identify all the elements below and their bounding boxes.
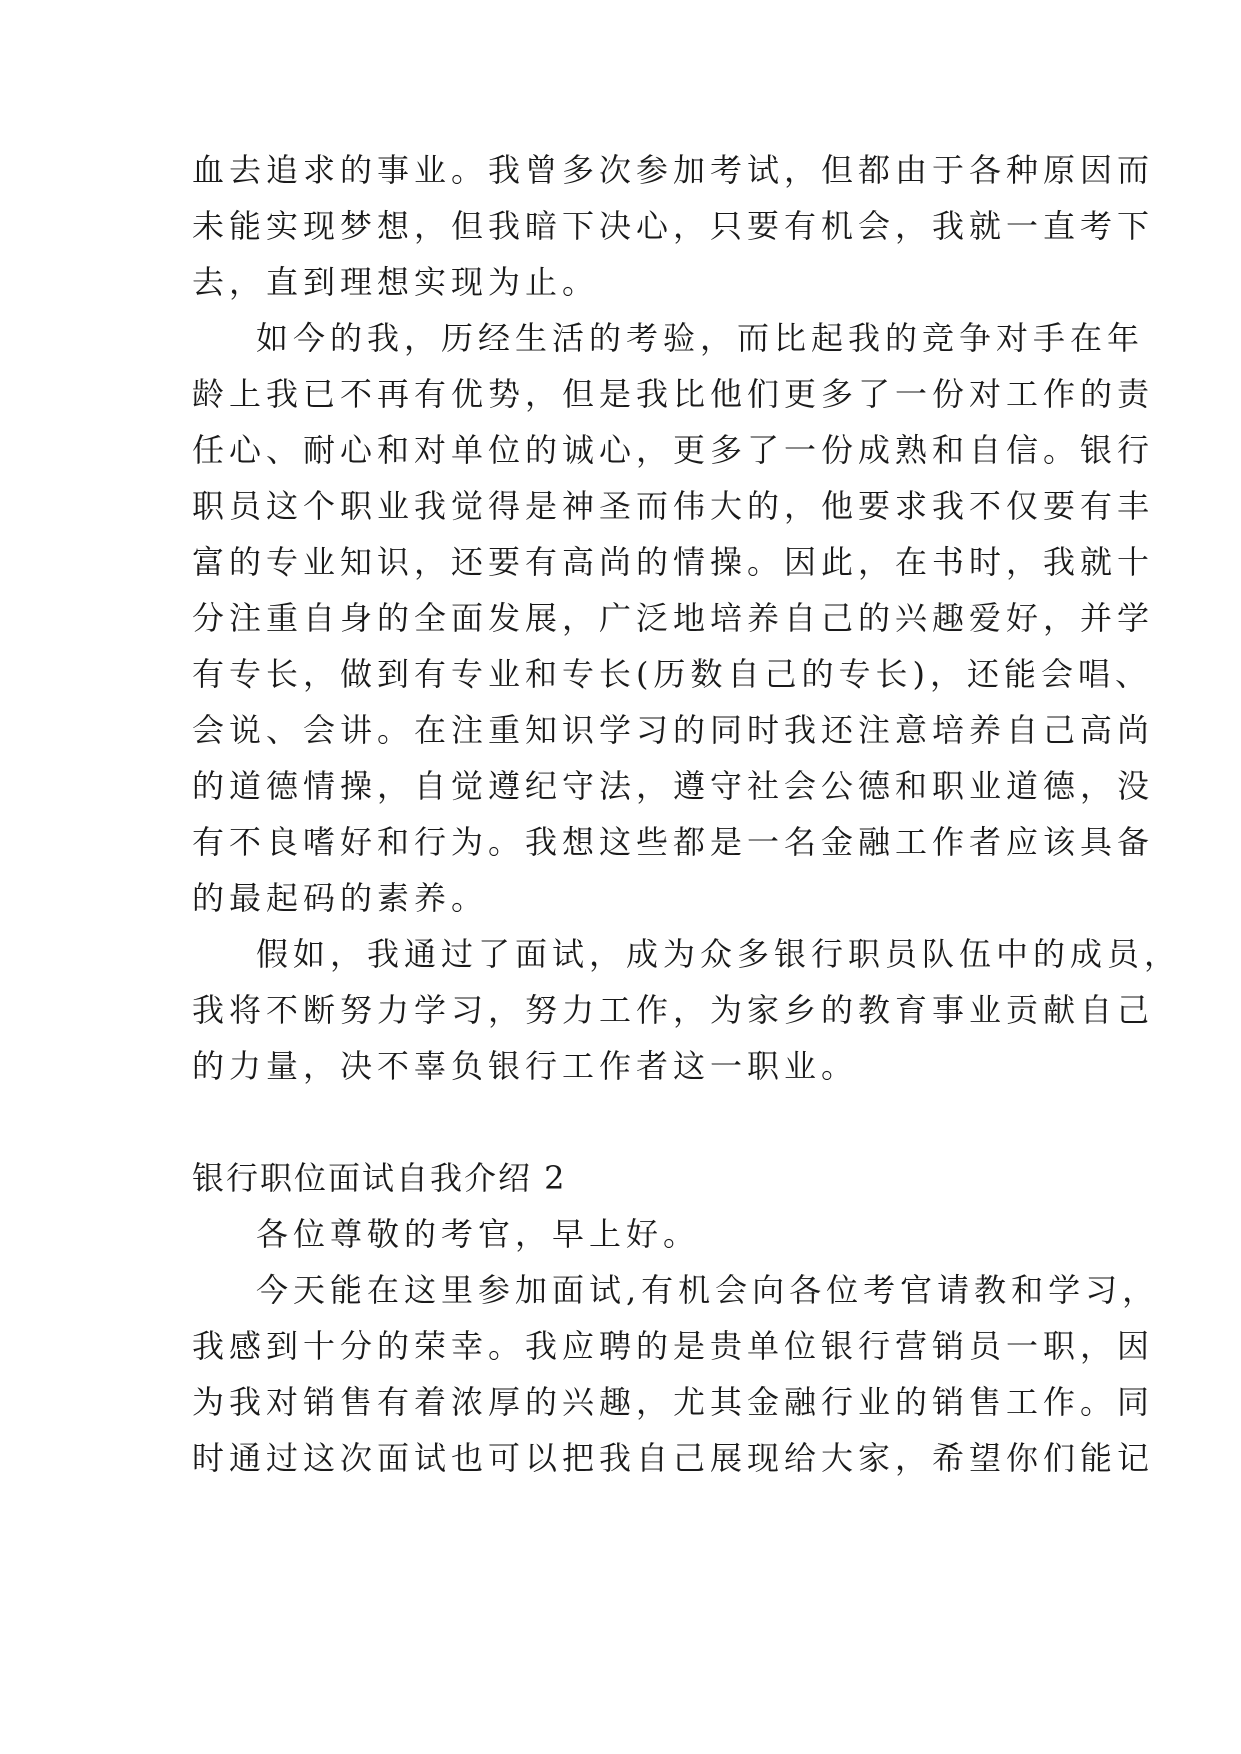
text-line: 有专长，做到有专业和专长(历数自己的专长)，还能会唱、 — [192, 655, 1152, 693]
section-heading: 银行职位面试自我介绍 2 — [192, 1159, 567, 1197]
text-line: 如今的我，历经生活的考验，而比起我的竞争对手在年 — [256, 319, 1145, 357]
text-line: 会说、会讲。在注重知识学习的同时我还注意培养自己高尚 — [192, 711, 1155, 749]
text-line: 各位尊敬的考官，早上好。 — [256, 1215, 701, 1253]
text-line: 职员这个职业我觉得是神圣而伟大的，他要求我不仅要有丰 — [192, 487, 1155, 525]
text-line: 去，直到理想实现为止。 — [192, 263, 600, 301]
text-line: 富的专业知识，还要有高尚的情操。因此，在书时，我就十 — [192, 543, 1155, 581]
text-line: 的道德情操，自觉遵纪守法，遵守社会公德和职业道德，没 — [192, 767, 1155, 805]
text-line: 龄上我已不再有优势，但是我比他们更多了一份对工作的责 — [192, 375, 1155, 413]
text-line: 分注重自身的全面发展，广泛地培养自己的兴趣爱好，并学 — [192, 599, 1155, 637]
text-line: 我感到十分的荣幸。我应聘的是贵单位银行营销员一职，因 — [192, 1327, 1155, 1365]
text-line: 的最起码的素养。 — [192, 879, 489, 917]
text-line: 为我对销售有着浓厚的兴趣，尤其金融行业的销售工作。同 — [192, 1383, 1155, 1421]
text-line: 假如，我通过了面试，成为众多银行职员队伍中的成员， — [256, 935, 1182, 973]
text-line: 的力量，决不辜负银行工作者这一职业。 — [192, 1047, 859, 1085]
text-line: 血去追求的事业。我曾多次参加考试，但都由于各种原因而 — [192, 151, 1155, 189]
text-line: 任心、耐心和对单位的诚心，更多了一份成熟和自信。银行 — [192, 431, 1155, 469]
text-line: 未能实现梦想，但我暗下决心，只要有机会，我就一直考下 — [192, 207, 1155, 245]
text-line: 今天能在这里参加面试,有机会向各位考官请教和学习， — [256, 1271, 1160, 1309]
text-line: 有不良嗜好和行为。我想这些都是一名金融工作者应该具备 — [192, 823, 1155, 861]
text-line: 时通过这次面试也可以把我自己展现给大家，希望你们能记 — [192, 1439, 1155, 1477]
text-line: 我将不断努力学习，努力工作，为家乡的教育事业贡献自己 — [192, 991, 1155, 1029]
